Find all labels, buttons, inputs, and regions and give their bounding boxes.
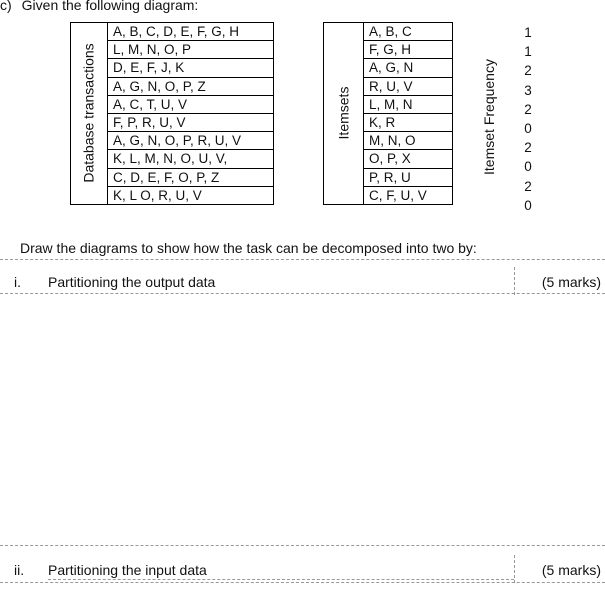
- divider: [514, 555, 515, 583]
- frequency-list: [518, 23, 538, 215]
- divider: [0, 582, 605, 583]
- itemset-row-cell: R, U, V: [364, 77, 453, 95]
- itemset-row-cell: F, G, H: [364, 41, 453, 59]
- transactions-table: [70, 22, 274, 205]
- itemsets-table: [323, 22, 453, 205]
- question-row-2: [0, 561, 605, 581]
- frequency-value: 1: [524, 25, 532, 40]
- divider: [514, 267, 515, 295]
- divider: [0, 293, 605, 294]
- itemsets-title: [324, 23, 364, 205]
- frequency-value: 0: [524, 120, 532, 136]
- question-number: ii.: [14, 562, 25, 578]
- question-number: i.: [14, 274, 21, 290]
- frequency-value: 3: [524, 82, 532, 98]
- question-text: Given the following diagram:: [21, 0, 199, 13]
- transaction-row-cell: A, B, C, D, E, F, G, H: [108, 23, 274, 41]
- transaction-row: [71, 23, 274, 41]
- itemset-row-cell: L, M, N: [364, 95, 453, 113]
- itemset-row-cell: M, N, O: [364, 132, 453, 150]
- question-label: c): [0, 0, 12, 13]
- marks-label: (5 marks): [541, 274, 601, 290]
- marks-label: (5 marks): [541, 562, 601, 578]
- transactions-title-text: Database transactions: [80, 43, 97, 184]
- transaction-row-cell: F, P, R, U, V: [108, 113, 274, 131]
- itemset-row-cell: O, P, X: [364, 150, 453, 168]
- question-heading: [0, 0, 198, 13]
- transaction-row-cell: C, D, E, F, O, P, Z: [108, 168, 274, 186]
- itemsets-body: [324, 23, 453, 205]
- transaction-row-cell: K, L O, R, U, V: [108, 186, 274, 204]
- itemset-row-cell: C, F, U, V: [364, 186, 453, 204]
- frequency-value: 2: [524, 178, 532, 194]
- divider: [0, 545, 605, 546]
- transaction-row-cell: A, C, T, U, V: [108, 95, 274, 113]
- transaction-row-cell: D, E, F, J, K: [108, 59, 274, 77]
- itemset-row: [324, 23, 453, 41]
- itemset-row-cell: P, R, U: [364, 168, 453, 186]
- frequency-title-text: Itemset Frequency: [481, 59, 497, 175]
- question-prompt: Partitioning the output data: [48, 274, 216, 290]
- divider: [0, 259, 605, 260]
- frequency-value: 2: [524, 140, 532, 156]
- transaction-row-cell: A, G, N, O, P, R, U, V: [108, 132, 274, 150]
- transaction-row-cell: L, M, N, O, P: [108, 41, 274, 59]
- transaction-row-cell: K, L, M, N, O, U, V,: [108, 150, 274, 168]
- itemset-row-cell: A, G, N: [364, 59, 453, 77]
- instruction-text: Draw the diagrams to show how the task can be decomposed into two by:: [20, 240, 477, 256]
- question-row-1: [0, 273, 605, 293]
- question-prompt: Partitioning the input data: [48, 562, 207, 578]
- itemsets-title-text: Itemsets: [335, 86, 351, 140]
- itemset-row-cell: A, B, C: [364, 23, 453, 41]
- frequency-value: 0: [524, 159, 532, 175]
- transactions-body: [71, 23, 274, 205]
- transaction-row-cell: A, G, N, O, P, Z: [108, 77, 274, 95]
- frequency-value: 2: [524, 101, 532, 117]
- transactions-title: [71, 23, 108, 205]
- frequency-value: 0: [524, 197, 532, 213]
- frequency-value: 2: [524, 63, 532, 79]
- frequency-value: 1: [524, 44, 532, 60]
- divider: [48, 579, 514, 580]
- itemset-row-cell: K, R: [364, 113, 453, 131]
